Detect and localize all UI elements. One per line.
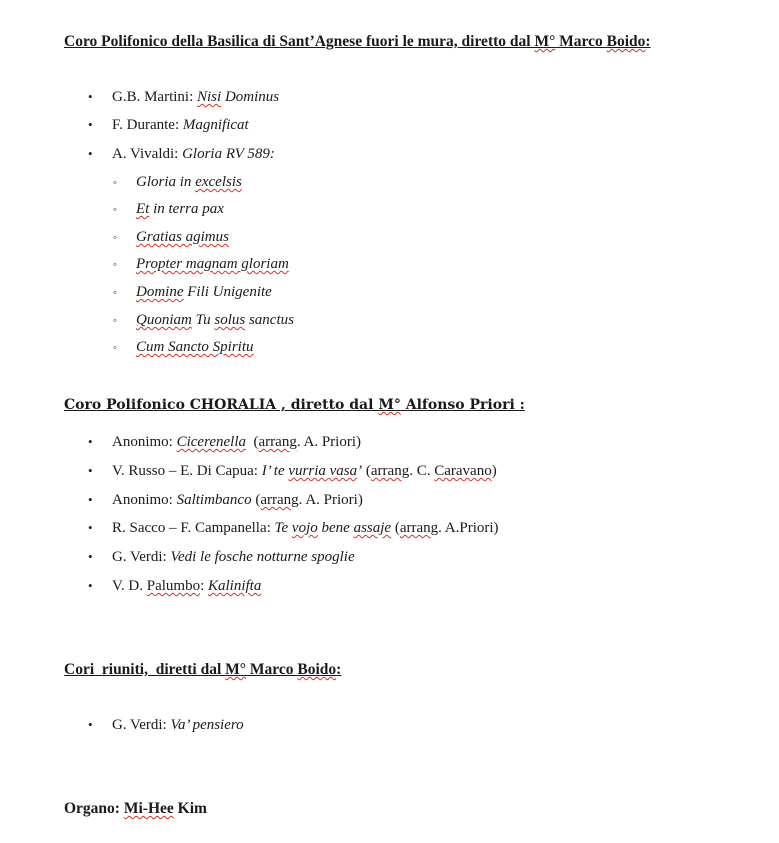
list-item: • V. Russo – E. Di Capua: I’ te vurria vasa’ (arrang. C. Caravano): [88, 463, 497, 479]
sub-list-item: ◦ Cum Sancto Spiritu: [113, 339, 254, 355]
sub-list-item: ◦ Gratias agimus: [113, 229, 229, 245]
organist-line: Organo: Mi-Hee Kim: [64, 800, 207, 817]
sub-list-item: ◦ Gloria in excelsis: [113, 174, 242, 190]
list-item: • R. Sacco – F. Campanella: Te vojo bene assaje (arrang. A.Priori): [88, 520, 499, 536]
section-heading-choralia: Coro Polifonico CHORALIA , diretto dal M° Alfonso Priori :: [64, 397, 525, 413]
section-heading-sant-agnese: Coro Polifonico della Basilica di Sant’Agnese fuori le mura, diretto dal M° Marco Boido:: [64, 33, 651, 50]
list-item: • A. Vivaldi: Gloria RV 589:: [88, 146, 275, 162]
list-item: • G. Verdi: Vedi le fosche notturne spoglie: [88, 549, 355, 565]
list-item: • Anonimo: Cicerenella (arrang. A. Priori): [88, 434, 361, 450]
list-item: • V. D. Palumbo: Kalinifta: [88, 578, 262, 594]
sub-list-item: ◦ Quoniam Tu solus sanctus: [113, 312, 294, 328]
list-item: • G.B. Martini: Nisi Dominus: [88, 89, 280, 105]
list-item: • Anonimo: Saltimbanco (arrang. A. Priori): [88, 492, 363, 508]
list-item: • F. Durante: Magnificat: [88, 117, 249, 133]
list-item: • G. Verdi: Va’ pensiero: [88, 717, 244, 733]
sub-list-item: ◦ Domine Fili Unigenite: [113, 284, 272, 300]
sub-list-item: ◦ Propter magnam gloriam: [113, 256, 289, 272]
section-heading-cori-riuniti: Cori riuniti, diretti dal M° Marco Boido:: [64, 661, 342, 678]
sub-list-item: ◦ Et in terra pax: [113, 201, 224, 217]
